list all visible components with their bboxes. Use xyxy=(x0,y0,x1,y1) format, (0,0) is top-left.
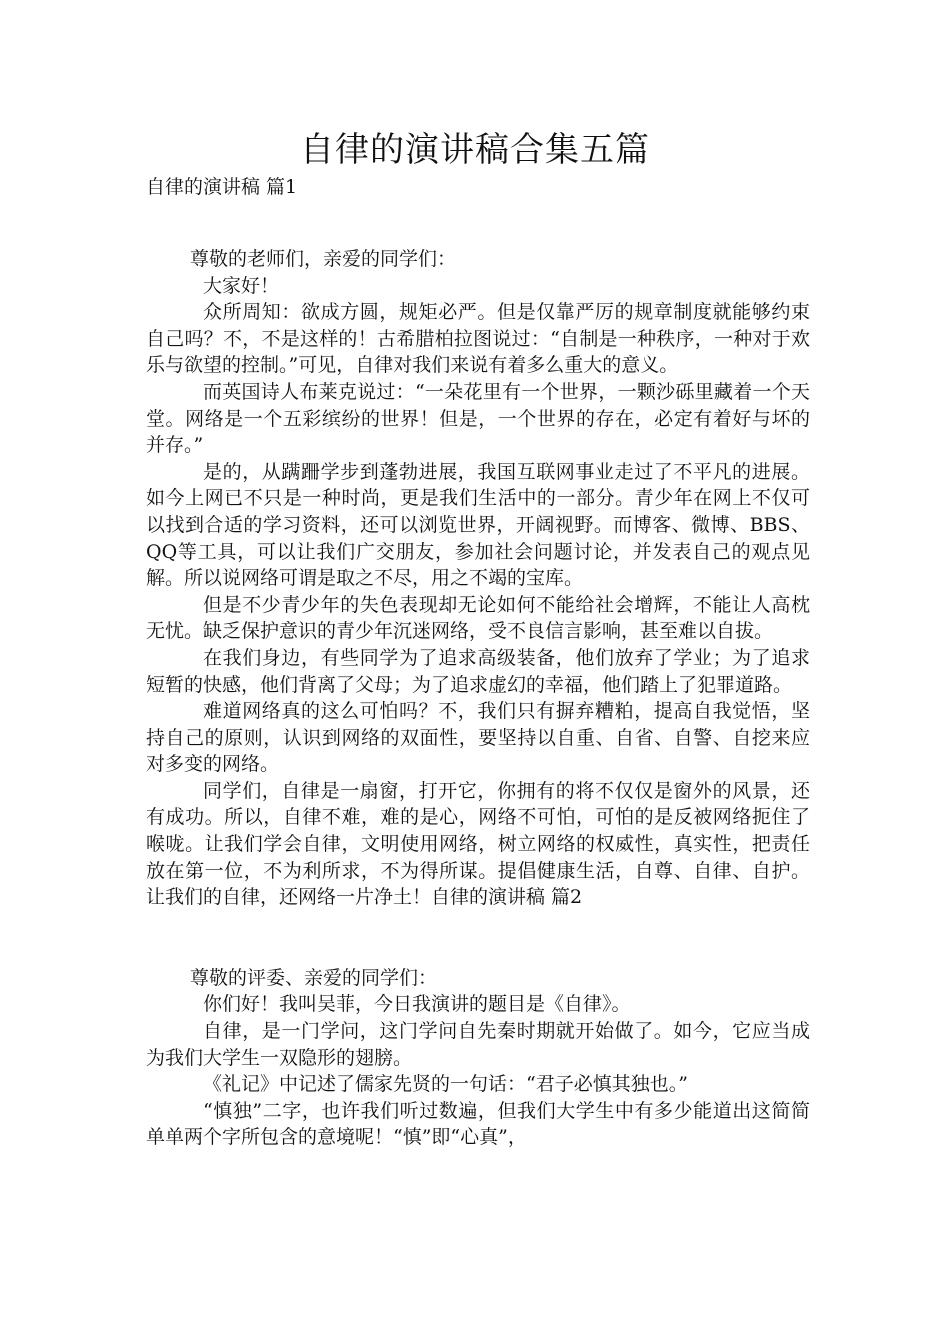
paragraph-text: 同学们，自律是一扇窗，打开它，你拥有的将不仅仅是窗外的风景，还有成功。所以，自律不难，难的是心，网络不可怕，可怕的是反被网络扼住了喉咙。让我们学会自律，文明使用网络，树立网络的权威性，真实性，把责任放在第一位，不为利所求，不为得所谋。提倡健康生活，自尊、自律、自护。让我们的自律，还网络一片净土！ xyxy=(146,779,810,909)
section-heading-2: 自律的演讲稿 篇2 xyxy=(431,886,583,909)
paragraph: 自律，是一门学问，这门学问自先秦时期就开始做了。如今，它应当成为我们大学生一双隐形的翅膀。 xyxy=(146,1020,810,1069)
salutation-2: 尊敬的评委、亲爱的同学们： xyxy=(190,966,438,989)
paragraph: 但是不少青少年的失色表现却无论如何不能给社会增辉，不能让人高枕无忧。缺乏保护意识的青少年沉迷网络，受不良信言影响，甚至难以自拔。 xyxy=(146,593,810,643)
paragraph: 《礼记》中记述了儒家先贤的一句话：“君子必慎其独也。” xyxy=(203,1073,688,1096)
document-body xyxy=(146,246,810,1151)
paragraph: 众所周知：欲成方圆，规矩必严。但是仅靠严厉的规章制度就能够约束自己吗？不，不是这样的！古希腊柏拉图说过：“自制是一种秩序，一种对于欢乐与欲望的控制。”可见，自律对我们来说有着多么重大的意义。 xyxy=(146,301,810,377)
section-heading-1: 自律的演讲稿 篇1 xyxy=(146,176,298,198)
paragraph: “慎独”二字，也许我们听过数遍，但我们大学生中有多少能道出这简简单单两个字所包含的意境呢！“慎”即“心真”， xyxy=(146,1099,810,1149)
greeting-2: 你们好！我叫吴菲，今日我演讲的题目是《自律》。 xyxy=(203,993,631,1016)
paragraph: 在我们身边，有些同学为了追求高级装备，他们放弃了学业；为了追求短暂的快感，他们背离了父母；为了追求虚幻的幸福，他们踏上了犯罪道路。 xyxy=(146,646,810,696)
paragraph-with-heading xyxy=(146,778,810,911)
salutation-1: 尊敬的老师们，亲爱的同学们： xyxy=(190,248,457,270)
paragraph: 是的，从蹒跚学步到蓬勃进展，我国互联网事业走过了不平凡的进展。如今上网已不只是一种时尚，更是我们生活中的一部分。青少年在网上不仅可以找到合适的学习资料，还可以浏览世界，开阔视野。而博客、微博、BBS、QQ等工具，可以让我们广交朋友，参加社会问题讨论，并发表自己的观点见解。所以说网络可谓是取之不尽，用之不竭的宝库。 xyxy=(146,460,810,590)
section-gap xyxy=(146,911,810,965)
greeting-1: 大家好！ xyxy=(203,274,280,297)
paragraph: 难道网络真的这么可怕吗？不，我们只有摒弃糟粕，提高自我觉悟，坚持自己的原则，认识到网络的双面性，要坚持以自重、自省、自警、自挖来应对多变的网络。 xyxy=(146,700,810,776)
document-title: 自律的演讲稿合集五篇 xyxy=(300,130,650,170)
paragraph: 而英国诗人布莱克说过：“一朵花里有一个世界，一颗沙砾里藏着一个天堂。网络是一个五彩缤纷的世界！但是，一个世界的存在，必定有着好与坏的并存。” xyxy=(146,380,810,457)
